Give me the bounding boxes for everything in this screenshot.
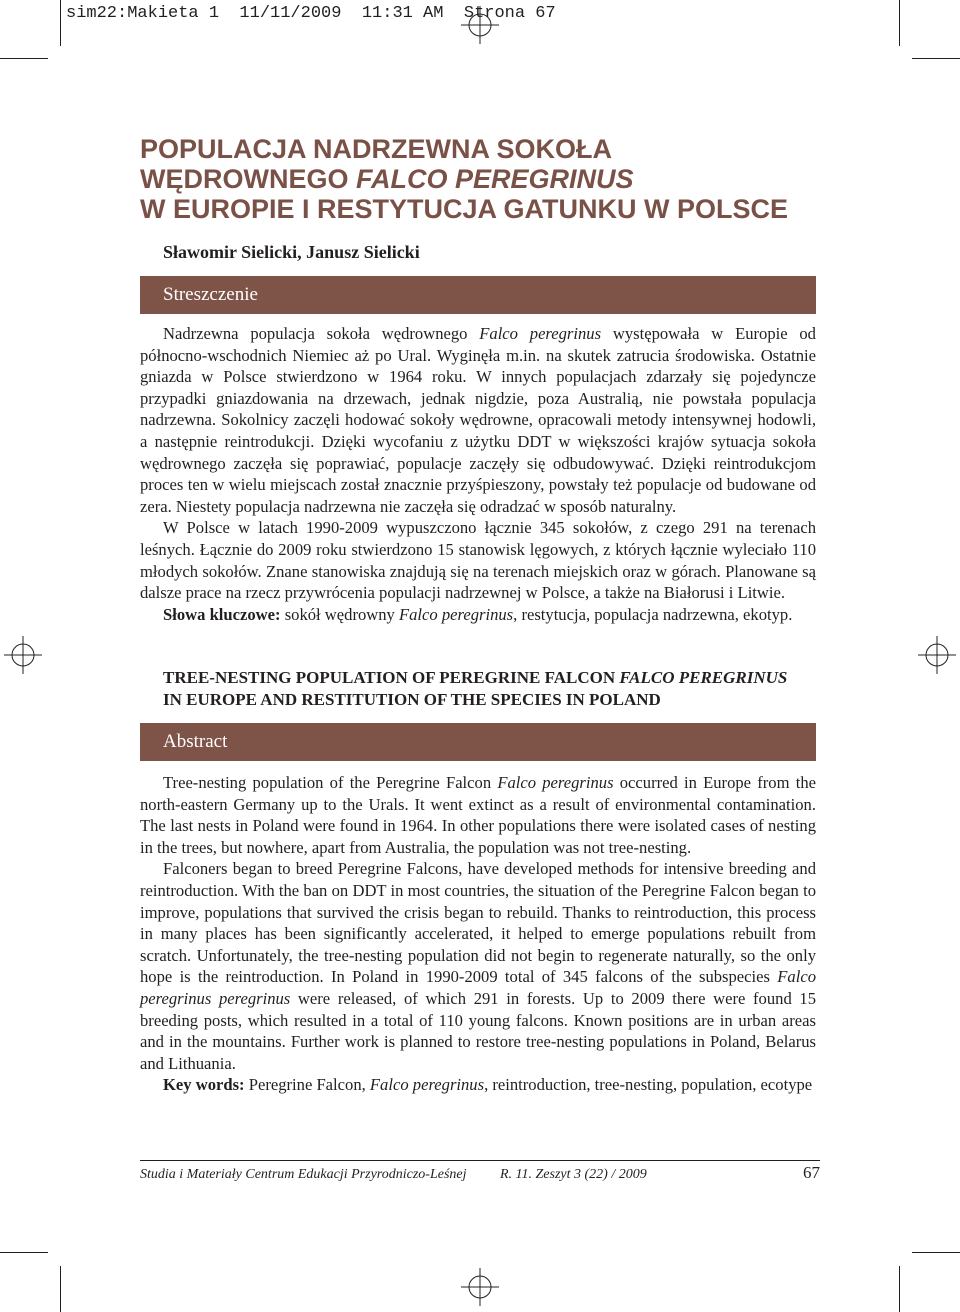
- species-name: Falco peregrinus: [399, 604, 514, 624]
- keywords: [140, 1074, 816, 1096]
- paragraph: [140, 772, 816, 858]
- keywords-label: Słowa kluczowe:: [163, 604, 281, 624]
- species-name: Falco peregrinus peregrinus: [140, 967, 816, 1008]
- species-name: Falco peregrinus: [479, 324, 602, 343]
- authors: Sławomir Sielicki, Janusz Sielicki: [163, 242, 420, 262]
- section-heading: Abstract: [163, 731, 228, 752]
- title-line: [163, 667, 823, 689]
- text-run: Tree-nesting population of the Peregrine Falcon: [163, 773, 498, 792]
- title-line: POPULACJA NADRZEWNA SOKOŁA: [140, 134, 612, 164]
- title-text: WĘDROWNEGO: [140, 164, 356, 194]
- text-run: Nadrzewna populacja sokoła wędrownego: [163, 324, 480, 343]
- section-header-abstract: [140, 723, 816, 761]
- title-text: TREE-NESTING POPULATION OF PEREGRINE FALCON: [163, 668, 620, 687]
- text-run: were released, of which 291 in forests. Up to 2009 there were found 15 breeding posts, which resulted in a total of 110 young falcons. Known positions are in urban areas and in the mountains. Further work is planned to restore tree-nesting populations in Poland, Belarus and Lithuania.: [140, 988, 817, 1073]
- registration-mark-icon: [461, 6, 499, 44]
- crop-mark: [899, 0, 900, 46]
- page-footer: [140, 1160, 820, 1191]
- page-number: 67: [803, 1163, 820, 1182]
- paragraph: [140, 323, 816, 517]
- crop-mark: [60, 0, 61, 46]
- crop-mark: [0, 58, 48, 59]
- text-run: sokół wędrowny: [280, 604, 399, 624]
- paper-title: [140, 134, 840, 224]
- text-run: , restytucja, populacja nadrzewna, ekotyp.: [513, 604, 793, 624]
- paragraph: [140, 858, 816, 1074]
- text-run: Peregrine Falcon,: [244, 1075, 370, 1095]
- text-run: occurred in Europe from the north-eastern Germany up to the Urals. It went extinct as a result of environmental contamination. The last nests in Poland were found in 1964. In other populations there were isolated cases of nesting in the trees, but nowhere, apart from Australia, the population was not tree-nesting.: [140, 773, 816, 857]
- english-title: [163, 667, 823, 711]
- abstract-body: [140, 772, 816, 1096]
- keywords-label: Key words:: [163, 1075, 245, 1095]
- printer-slug: sim22:Makieta 1 11/11/2009 11:31 AM Strona 67: [66, 4, 556, 23]
- streszczenie-body: [140, 323, 816, 625]
- crop-mark: [912, 1252, 960, 1253]
- title-line: [140, 164, 840, 194]
- paragraph: W Polsce w latach 1990-2009 wypuszczono łącznie 345 sokołów, z czego 291 na terenach leśnych. Łącznie do 2009 roku stwierdzono 15 stanowisk lęgowych, z których łącznie wyleciało 110 młodych sokołów. Znane stanowiska znajdują się na terenach miejskich oraz w górach. Planowane są dalsze prace na rzecz przywrócenia populacji nadrzewnej w Polsce, a także na Białorusi i Litwie.: [140, 518, 816, 603]
- title-species: FALCO PEREGRINUS: [619, 668, 788, 687]
- registration-mark-icon: [461, 1268, 499, 1306]
- journal-name: Studia i Materiały Centrum Edukacji Przyrodniczo-Leśnej: [140, 1167, 467, 1182]
- title-line: W EUROPIE I RESTYTUCJA GATUNKU W POLSCE: [140, 194, 789, 224]
- section-header-streszczenie: [140, 276, 816, 314]
- crop-mark: [0, 1252, 48, 1253]
- registration-mark-icon: [4, 636, 42, 674]
- title-line: IN EUROPE AND RESTITUTION OF THE SPECIES IN POLAND: [163, 690, 661, 709]
- crop-mark: [899, 1266, 900, 1312]
- crop-mark: [912, 58, 960, 59]
- keywords: [140, 604, 816, 626]
- registration-mark-icon: [918, 636, 956, 674]
- section-heading: Streszczenie: [163, 284, 258, 305]
- species-name: Falco peregrinus: [369, 1075, 485, 1095]
- crop-mark: [60, 1266, 61, 1312]
- journal-issue: R. 11. Zeszyt 3 (22) / 2009: [500, 1167, 647, 1182]
- title-species: FALCO PEREGRINUS: [356, 164, 634, 194]
- text-run: Falconers began to breed Peregrine Falcons, have developed methods for intensive breeding and reintroduction. With the ban on DDT in most countries, the situation of the Peregrine Falcon began to improve, populations that survived the crisis began to rebuild. Thanks to reintroduction, this process in many places has been significantly accelerated, it helped to emerge populations rebuilt from scratch. Unfortunately, the tree-nesting population did not begin to regenerate naturally, so the only hope is the reintroduction. In Poland in 1990-2009 total of 345 falcons of the subspecies: [140, 859, 816, 987]
- text-run: , reintroduction, tree-nesting, population, ecotype: [484, 1075, 813, 1095]
- text-run: występowała w Europie od północno-wschodnich Niemiec aż po Ural. Wyginęła m.in. na skutek zatrucia środowiska. Ostatnie gniazda w Polsce stwierdzono w 1964 roku. W innych populacjach zdarzały się pojedyncze przypadki gniazdowania na drzewach, jednak nigdzie, poza Australią, nie powstała populacja nadrzewna. Sokolnicy zaczęli hodować sokoły wędrowne, opracowali metody intensywnej hodowli, a następnie reintrodukcji. Dzięki wycofaniu z użytku DDT w większości krajów sytuacja sokoła wędrownego zaczęła się poprawiać, populacje zaczęły się odbudowywać. Dzięki reintrodukcjom proces ten w wielu miejscach został znacznie przyśpieszony, powstały też populacje od budowane od zera. Niestety populacja nadrzewna nie zaczęła się odradzać w sposób naturalny.: [140, 324, 816, 516]
- species-name: Falco peregrinus: [497, 773, 614, 792]
